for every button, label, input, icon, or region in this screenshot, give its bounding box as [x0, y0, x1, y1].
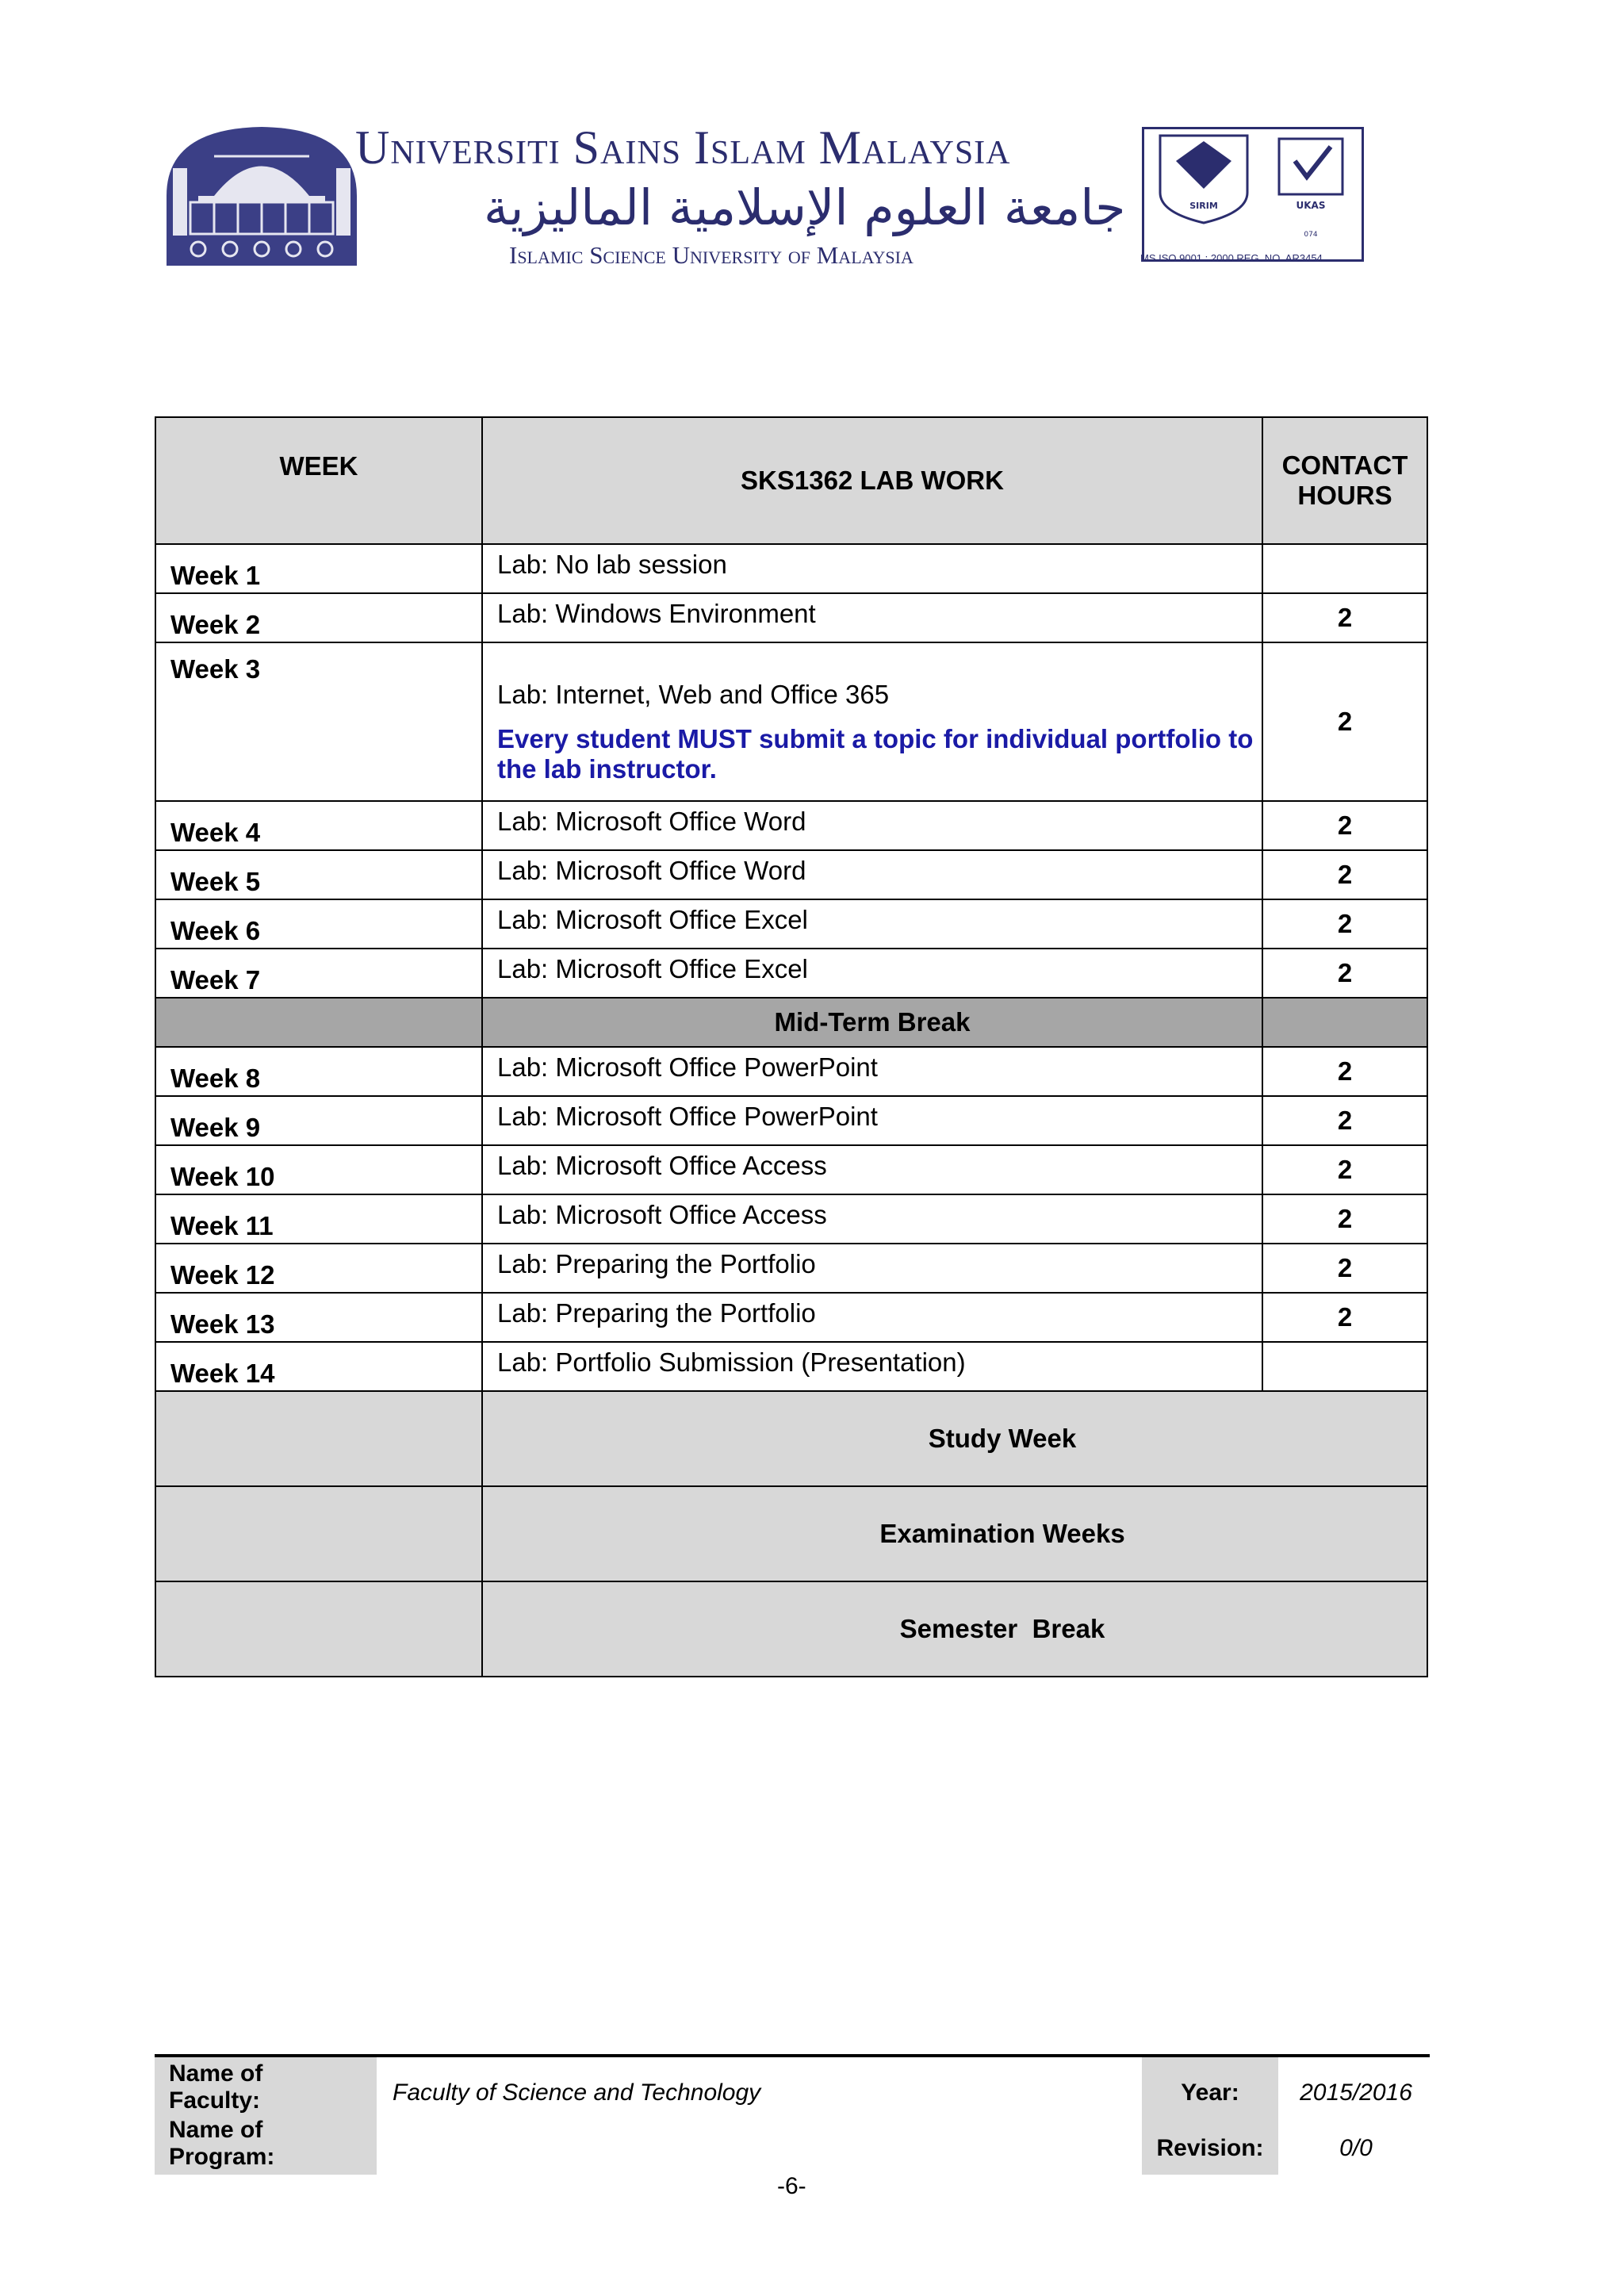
lab-work-cell — [482, 850, 1262, 899]
week-cell — [155, 544, 482, 593]
lab-schedule-table — [155, 416, 1428, 1677]
table-row — [155, 801, 1427, 850]
faculty-name: Faculty of Science and Technology — [393, 2079, 761, 2106]
week-label: Week 13 — [170, 1309, 275, 1339]
table-row — [155, 949, 1427, 998]
week-label: Week 1 — [170, 561, 261, 590]
lab-work-cell — [482, 1096, 1262, 1145]
semester-break-label: Semester Break — [482, 1581, 1427, 1677]
table-row — [155, 544, 1427, 593]
contact-hours-cell: 2 — [1262, 1096, 1427, 1145]
document-footer — [155, 2054, 1430, 2170]
university-subtitle: Islamic Science University of Malaysia — [509, 241, 914, 269]
table-row — [155, 1096, 1427, 1145]
lab-work-label: Lab: Portfolio Submission (Presentation) — [497, 1347, 966, 1377]
lab-work-label: Lab: Microsoft Office PowerPoint — [497, 1052, 878, 1082]
quality-certification-badge — [1142, 127, 1364, 262]
week-label: Week 3 — [170, 654, 261, 684]
lab-work-label: Lab: Microsoft Office Access — [497, 1151, 827, 1180]
page-number: -6- — [777, 2173, 806, 2199]
contact-hours-cell — [1262, 544, 1427, 593]
lab-work-cell — [482, 1342, 1262, 1391]
lab-work-label: Lab: Preparing the Portfolio — [497, 1298, 816, 1328]
contact-hours-cell: 2 — [1262, 899, 1427, 949]
university-name-en: Universiti Sains Islam Malaysia — [355, 121, 1011, 174]
table-row — [155, 1342, 1427, 1391]
week-label: Week 14 — [170, 1359, 275, 1388]
lab-work-cell — [482, 801, 1262, 850]
lab-work-label: Lab: Microsoft Office Excel — [497, 954, 808, 983]
table-row — [155, 1145, 1427, 1194]
table-row — [155, 1244, 1427, 1293]
svg-text:SIRIM: SIRIM — [1189, 201, 1218, 211]
examination-week-cell — [155, 1486, 482, 1581]
table-row — [155, 850, 1427, 899]
lab-work-cell — [482, 1145, 1262, 1194]
table-row — [155, 1047, 1427, 1096]
week-cell — [155, 1145, 482, 1194]
contact-hours-cell — [1262, 1342, 1427, 1391]
svg-text:074: 074 — [1304, 231, 1318, 239]
examination-weeks-label: Examination Weeks — [482, 1486, 1427, 1581]
week-cell — [155, 850, 482, 899]
lab-work-cell — [482, 1047, 1262, 1096]
lab-work-label: Lab: Microsoft Office Word — [497, 856, 806, 885]
contact-hours-cell: 2 — [1262, 801, 1427, 850]
contact-hours-cell: 2 — [1262, 949, 1427, 998]
lab-work-cell — [482, 1194, 1262, 1244]
contact-hours-cell: 2 — [1262, 1244, 1427, 1293]
week-label: Week 6 — [170, 916, 261, 945]
week-cell — [155, 949, 482, 998]
revision-label: Revision: — [1156, 2135, 1264, 2161]
lab-work-cell — [482, 1293, 1262, 1342]
lab-work-label: Lab: Preparing the Portfolio — [497, 1249, 816, 1278]
week-cell — [155, 899, 482, 949]
certification-code: MS ISO 9001 : 2000 REG. NO. AR3454 — [1140, 252, 1323, 264]
year-value: 2015/2016 — [1300, 2079, 1412, 2106]
study-week-cell — [155, 1391, 482, 1486]
table-row — [155, 899, 1427, 949]
week-label: Week 5 — [170, 867, 261, 896]
year-label: Year: — [1181, 2079, 1239, 2106]
lab-work-label: Lab: Microsoft Office Excel — [497, 905, 808, 934]
rows-after-break — [155, 1047, 1427, 1391]
contact-hours-cell: 2 — [1262, 1047, 1427, 1096]
contact-hours-cell: 2 — [1262, 1145, 1427, 1194]
name-of-program-label: Name of Program: — [169, 2117, 275, 2170]
table-header-row — [155, 417, 1427, 544]
document-header — [167, 119, 1372, 278]
header-week: WEEK — [155, 417, 482, 544]
table-row — [155, 1293, 1427, 1342]
mid-term-label: Mid-Term Break — [482, 998, 1262, 1047]
mid-term-break-row — [155, 998, 1427, 1047]
examination-weeks-row — [155, 1486, 1427, 1581]
week-label: Week 2 — [170, 610, 261, 639]
week-label: Week 11 — [170, 1211, 274, 1240]
lab-work-label: Lab: Internet, Web and Office 365 — [497, 680, 890, 709]
lab-work-cell — [482, 642, 1262, 801]
lab-work-label: Lab: No lab session — [497, 550, 727, 579]
lab-work-label: Lab: Windows Environment — [497, 599, 816, 628]
semester-break-week-cell — [155, 1581, 482, 1677]
lab-work-label: Lab: Microsoft Office Access — [497, 1200, 827, 1229]
study-week-label: Study Week — [482, 1391, 1427, 1486]
university-logo — [167, 121, 357, 266]
semester-break-row — [155, 1581, 1427, 1677]
week-cell — [155, 593, 482, 642]
table-row — [155, 642, 1427, 801]
mid-term-hours-cell — [1262, 998, 1427, 1047]
week-cell — [155, 1096, 482, 1145]
name-of-faculty-label: Name of Faculty: — [169, 2060, 263, 2114]
university-name-ar: جامعة العلوم الإسلامية الماليزية — [484, 178, 1126, 236]
week-label: Week 8 — [170, 1064, 261, 1093]
svg-text:UKAS: UKAS — [1296, 200, 1326, 211]
week-label: Week 9 — [170, 1113, 261, 1142]
week-label: Week 7 — [170, 965, 261, 995]
contact-hours-cell: 2 — [1262, 642, 1427, 801]
contact-hours-cell: 2 — [1262, 1293, 1427, 1342]
header-lab-work: SKS1362 LAB WORK — [482, 417, 1262, 544]
lab-work-cell — [482, 949, 1262, 998]
lab-work-label: Lab: Microsoft Office PowerPoint — [497, 1102, 878, 1131]
contact-hours-cell: 2 — [1262, 1194, 1427, 1244]
table-row — [155, 593, 1427, 642]
week-cell — [155, 1244, 482, 1293]
week-label: Week 10 — [170, 1162, 275, 1191]
contact-hours-cell: 2 — [1262, 593, 1427, 642]
table-row — [155, 1194, 1427, 1244]
rows-before-break — [155, 544, 1427, 998]
mid-term-week-cell — [155, 998, 482, 1047]
week-label: Week 12 — [170, 1260, 275, 1290]
footer-meta-labels — [1142, 2057, 1278, 2175]
portfolio-notice: Every student MUST submit a topic for individual portfolio to the lab instructor. — [497, 724, 1254, 784]
lab-work-cell — [482, 899, 1262, 949]
week-cell — [155, 1342, 482, 1391]
lab-work-label: Lab: Microsoft Office Word — [497, 807, 806, 836]
study-week-row — [155, 1391, 1427, 1486]
revision-value: 0/0 — [1339, 2135, 1373, 2161]
week-cell — [155, 642, 482, 801]
lab-work-cell — [482, 593, 1262, 642]
lab-work-cell — [482, 544, 1262, 593]
week-cell — [155, 801, 482, 850]
header-contact-hours: CONTACT HOURS — [1262, 417, 1427, 544]
week-cell — [155, 1293, 482, 1342]
footer-name-labels — [155, 2057, 377, 2175]
contact-hours-cell: 2 — [1262, 850, 1427, 899]
lab-work-cell — [482, 1244, 1262, 1293]
week-label: Week 4 — [170, 818, 261, 847]
week-cell — [155, 1047, 482, 1096]
week-cell — [155, 1194, 482, 1244]
